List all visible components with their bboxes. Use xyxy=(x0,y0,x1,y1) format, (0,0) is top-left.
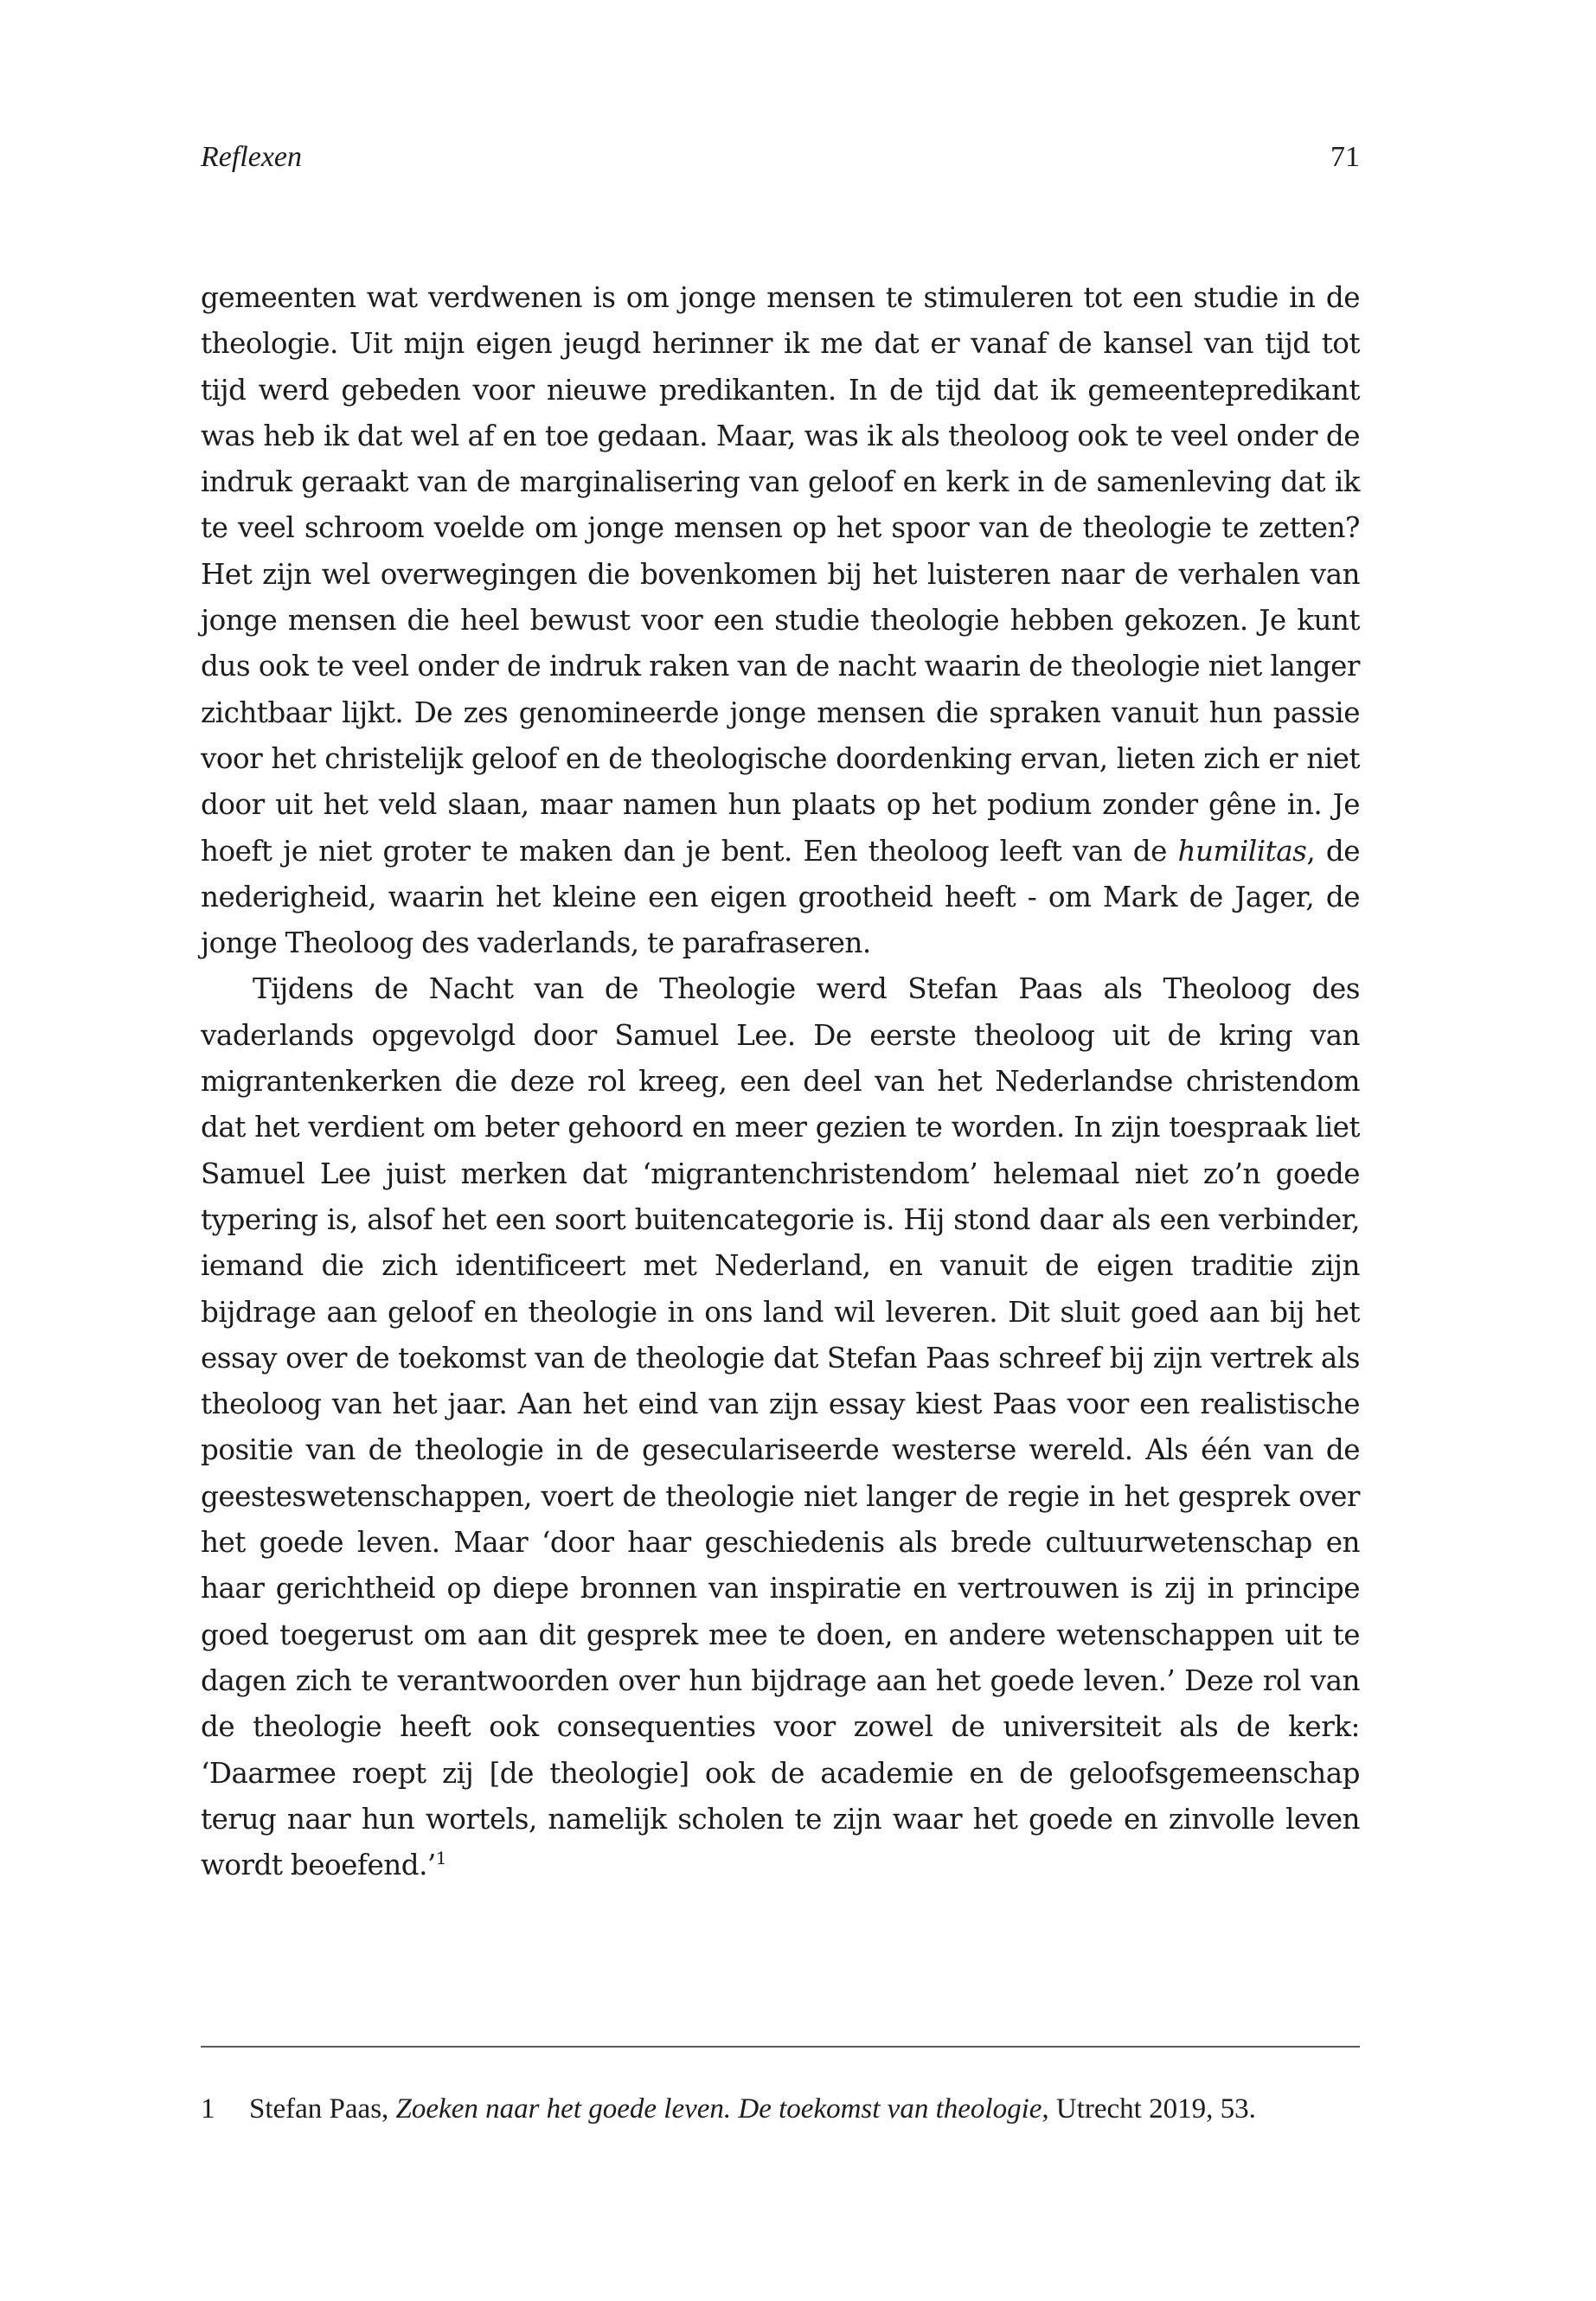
body-text xyxy=(201,275,1360,1888)
footnote-reference[interactable]: 1 xyxy=(435,1848,447,1869)
page-number: 71 xyxy=(1330,141,1360,173)
footnote-text xyxy=(249,2092,1256,2126)
paragraph-1-text-b: , de nederigheid, waarin het kleine een eigen grootheid heeft - om Mark de Jager, de jonge Theoloog des vaderlands, te parafraseren. xyxy=(201,834,1360,960)
running-title: Reflexen xyxy=(201,141,303,173)
paragraph-2-text: Tijdens de Nacht van de Theologie werd Stefan Paas als Theoloog des vaderlands opgevolgd door Samuel Lee. De eerste theoloog uit de kring van migrantenkerken die deze rol kreeg, een deel van het Nederlandse christendom dat het verdient om beter gehoord en meer gezien te worden. In zijn toespraak liet Samuel Lee juist merken dat ‘migrantenchristendom’ helemaal niet zo’n goede typering is, alsof het een soort buitencategorie is. Hij stond daar als een verbinder, iemand die zich identificeert met Nederland, en vanuit de eigen traditie zijn bijdrage aan geloof en theologie in ons land wil leveren. Dit sluit goed aan bij het essay over de toekomst van de theologie dat Stefan Paas schreef bij zijn vertrek als theoloog van het jaar. Aan het eind van zijn essay kiest Paas voor een realistische positie van de theologie in de geseculariseerde westerse wereld. Als één van de geesteswetenschappen, voert de theologie niet langer de regie in het gesprek over het goede leven. Maar ‘door haar geschiedenis als brede cultuurwetenschap en haar gerichtheid op diepe bronnen van inspiratie en vertrouwen is zij in principe goed toegerust om aan dit gesprek mee te doen, en andere wetenschappen uit te dagen zich te verantwoorden over hun bijdrage aan het goede leven.’ Deze rol van de theologie heeft ook consequenties voor zowel de universiteit als de kerk: ‘Daarmee roept zij [de theologie] ook de academie en de geloofsgemeenschap terug naar hun wortels, namelijk scholen te zijn waar het goede en zinvolle leven wordt beoefend.’ xyxy=(201,972,1360,1882)
footnote-number: 1 xyxy=(201,2093,215,2125)
footnote-title: Zoeken naar het goede leven. De toekomst van theologie xyxy=(395,2093,1042,2125)
paragraph-2 xyxy=(201,966,1360,1888)
footnote-author: Stefan Paas, xyxy=(249,2093,396,2125)
footnote-publication: , Utrecht 2019, 53. xyxy=(1042,2093,1256,2125)
footnote-divider xyxy=(201,2046,1360,2048)
paragraph-1 xyxy=(201,275,1360,966)
paragraph-1-text-a: gemeenten wat verdwenen is om jonge mensen te stimuleren tot een studie in de theologie. Uit mijn eigen jeugd herinner ik me dat er vanaf de kansel van tijd tot tijd werd gebeden voor nieuwe predikanten. In de tijd dat ik gemeentepredikant was heb ik dat wel af en toe gedaan. Maar, was ik als theoloog ook te veel onder de indruk geraakt van de marginalisering van geloof en kerk in de samenleving dat ik te veel schroom voelde om jonge mensen op het spoor van de theologie te zetten? Het zijn wel overwegingen die bovenkomen bij het luisteren naar de verhalen van jonge mensen die heel bewust voor een studie theologie hebben gekozen. Je kunt dus ook te veel onder de indruk raken van de nacht waarin de theologie niet langer zichtbaar lijkt. De zes genomineerde jonge mensen die spraken vanuit hun passie voor het christelijk geloof en de theologische doordenking ervan, lieten zich er niet door uit het veld slaan, maar namen hun plaats op het podium zonder gêne in. Je hoeft je niet groter te maken dan je bent. Een theoloog leeft van de xyxy=(201,281,1360,868)
footnote xyxy=(201,2092,1360,2126)
paragraph-1-emphasis: humilitas xyxy=(1177,834,1307,868)
